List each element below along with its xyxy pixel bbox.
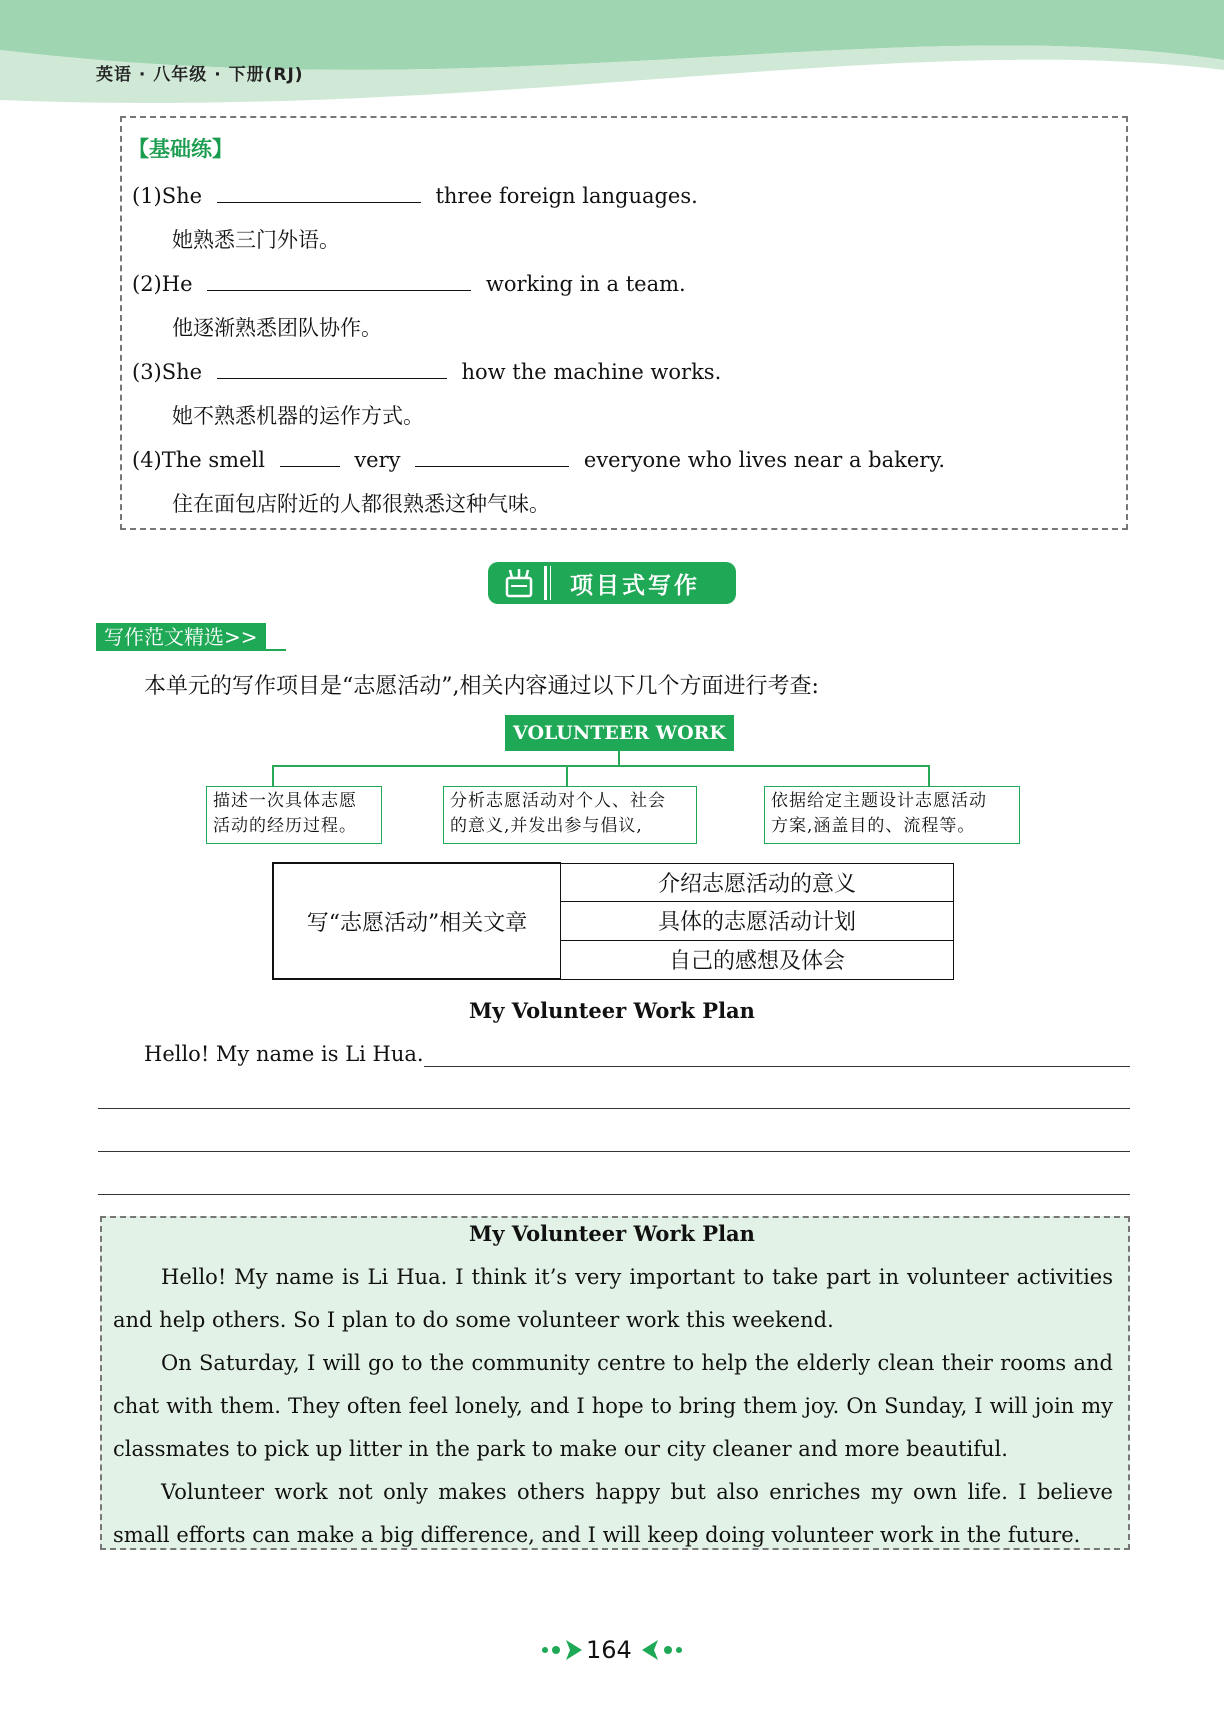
diagram-connector (272, 765, 274, 787)
answer-blank[interactable] (207, 268, 471, 291)
pencil-cup-icon (502, 568, 536, 598)
diagram-branch: 依据给定主题设计志愿活动 方案,涵盖目的、流程等。 (764, 786, 1020, 844)
model-essay-title: My Volunteer Work Plan (469, 1221, 755, 1246)
section-badge-label: 项目式写作 (570, 573, 700, 599)
diagram-connector (928, 765, 930, 787)
answer-blank[interactable] (415, 444, 569, 467)
writing-line[interactable] (98, 1194, 1130, 1195)
plan-table-left: 写“志愿活动”相关文章 (273, 863, 561, 979)
page-number (540, 1630, 684, 1670)
diagram-connector (566, 765, 568, 787)
plan-table-row: 具体的志愿活动计划 (561, 902, 954, 941)
exercise-translation-2: 他逐渐熟悉团队协作。 (172, 316, 382, 340)
model-essay-paragraph: On Saturday, I will go to the community centre to help the elderly clean their rooms and chat with them. They often feel lonely, and I hope to bring them joy. On Sunday, I will join my classmates to pick up litter in the park to make our city cleaner and more beautiful. (113, 1351, 1113, 1461)
answer-blank[interactable] (217, 180, 421, 203)
diagram-branch: 分析志愿活动对个人、社会 的意义,并发出参与倡议, (443, 786, 697, 844)
diagram-branch: 描述一次具体志愿 活动的经历过程。 (206, 786, 382, 844)
exercise-item-2: (2)He working in a team. (132, 268, 686, 296)
writing-title: My Volunteer Work Plan (469, 998, 755, 1023)
header-banner (0, 0, 1224, 110)
diagram-connector (618, 751, 620, 766)
model-essay-paragraph: Volunteer work not only makes others happy but also enriches my own life. I believe small efforts can make a big difference, and I will keep doing volunteer work in the future. (113, 1480, 1113, 1547)
exercise-translation-4: 住在面包店附近的人都很熟悉这种气味。 (172, 492, 550, 516)
writing-line[interactable] (424, 1066, 1130, 1067)
intro-text: 本单元的写作项目是“志愿活动”,相关内容通过以下几个方面进行考查: (144, 674, 819, 699)
plan-table-row: 自己的感想及体会 (561, 940, 954, 979)
exercise-item-3: (3)She how the machine works. (132, 356, 721, 384)
exercise-title: 【基础练】 (128, 137, 233, 161)
diagram-connector (272, 765, 930, 767)
book-title: 英语 · 八年级 · 下册(RJ) (96, 65, 304, 85)
section-badge (488, 562, 736, 604)
page-number-label: 164 (586, 1636, 632, 1664)
diagram-root: VOLUNTEER WORK (505, 715, 734, 751)
writing-line[interactable] (98, 1108, 1130, 1109)
writing-line[interactable] (98, 1151, 1130, 1152)
answer-blank[interactable] (217, 356, 447, 379)
exercise-item-4: (4)The smell very everyone who lives near a bakery. (132, 444, 945, 472)
plan-table-row: 介绍志愿活动的意义 (561, 863, 954, 902)
writing-start: Hello! My name is Li Hua. (144, 1042, 424, 1066)
plan-table (272, 862, 954, 980)
right-arrow-ornament-icon (640, 1638, 684, 1662)
model-essay-paragraph: Hello! My name is Li Hua. I think it’s very important to take part in volunteer activities and help others. So I plan to do some volunteer work this weekend. (113, 1265, 1113, 1332)
section-tag: 写作范文精选>> (96, 623, 266, 651)
exercise-translation-1: 她熟悉三门外语。 (172, 228, 340, 252)
exercise-item-1: (1)She three foreign languages. (132, 180, 698, 208)
left-arrow-ornament-icon (540, 1638, 584, 1662)
exercise-translation-3: 她不熟悉机器的运作方式。 (172, 404, 424, 428)
answer-blank[interactable] (280, 444, 340, 467)
